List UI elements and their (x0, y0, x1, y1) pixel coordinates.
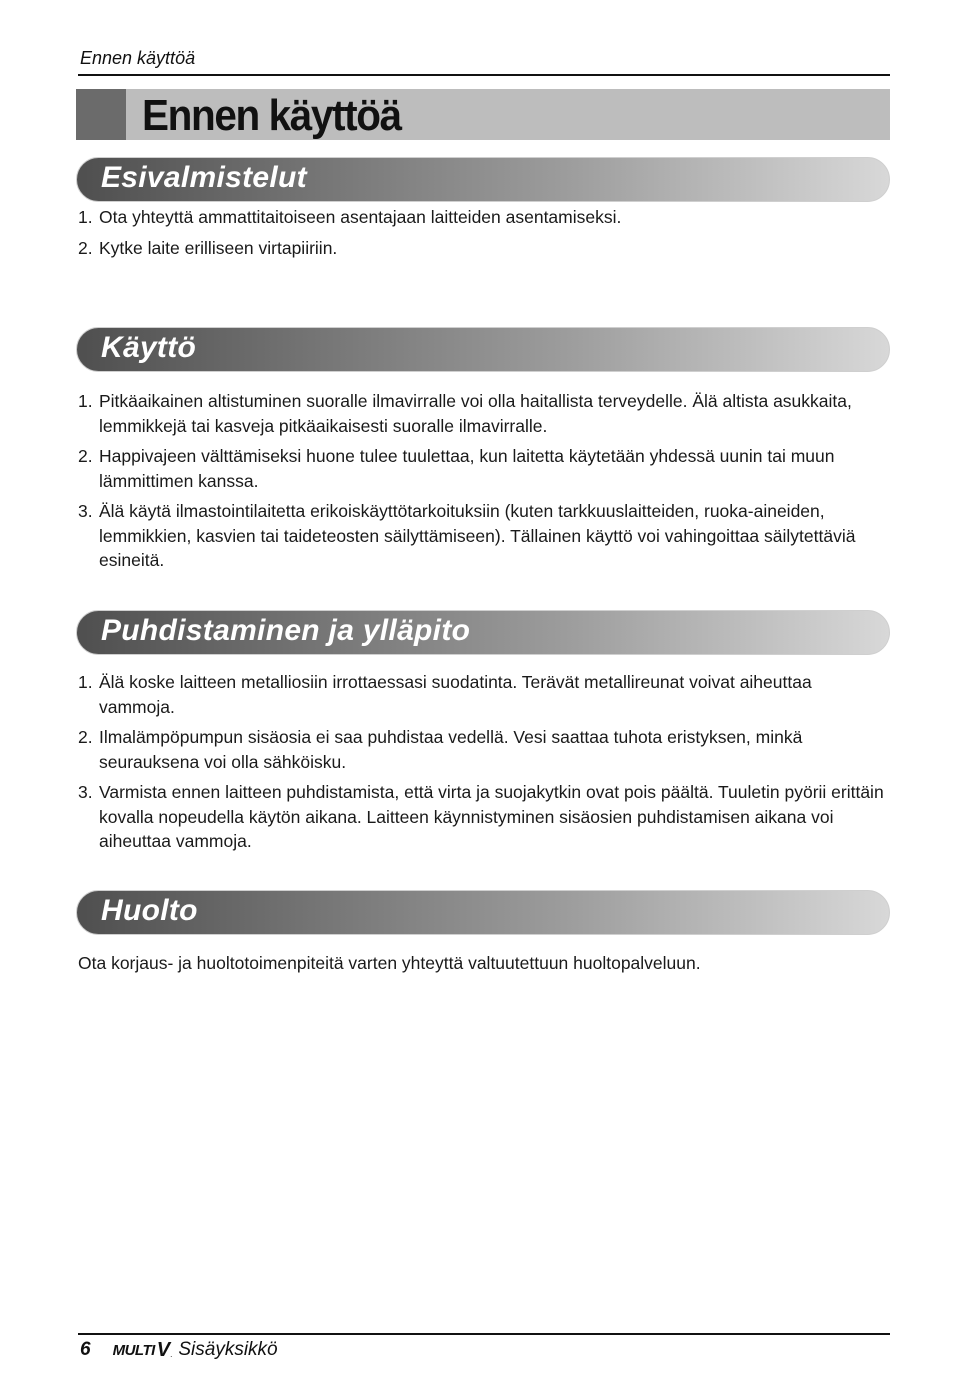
section-list-esivalmistelut (78, 205, 890, 266)
list-item-number: 2. (78, 727, 93, 747)
section-heading-label: Esivalmistelut (101, 161, 307, 194)
page-title-bar (76, 89, 890, 140)
list-item-number: 1. (78, 672, 93, 692)
list-item-number: 1. (78, 391, 93, 411)
section-heading-esivalmistelut (76, 157, 890, 202)
list-item (78, 780, 890, 854)
section-paragraph-huolto: Ota korjaus- ja huoltotoimenpiteitä varten yhteyttä valtuutettuun huoltopalveluun. (78, 953, 701, 973)
brand-logo-v: V (156, 1338, 171, 1361)
list-item-number: 3. (78, 782, 93, 802)
list-item (78, 205, 890, 230)
list-item-text: Varmista ennen laitteen puhdistamista, että virta ja suojakytkin ovat pois päältä. Tuuletin pyörii erittäin kovalla nopeudella käytön aikana. Laitteen käynnistyminen sisäosien puhdistamisen aikana voi aiheuttaa vammoja. (99, 782, 884, 851)
brand-logo: MULTI (112, 1341, 155, 1359)
header-rule (78, 74, 890, 76)
section-heading-label: Puhdistaminen ja ylläpito (101, 614, 471, 647)
section-heading-puhdistaminen (76, 610, 890, 655)
section-heading-label: Huolto (101, 894, 198, 927)
list-item-text: Ota yhteyttä ammattitaitoiseen asentajaan laitteiden asentamiseksi. (99, 207, 622, 227)
list-item-text: Kytke laite erilliseen virtapiiriin. (99, 237, 338, 258)
title-accent-block (76, 89, 126, 140)
section-heading-kaytto (76, 327, 890, 372)
list-item-text: Pitkäaikainen altistuminen suoralle ilmavirralle voi olla haitallista terveydelle. Älä altista asukkaita, lemmikkejä tai kasveja pitkäaikaisesti suoralle ilmavirralle. (99, 391, 852, 436)
page-title: Ennen käyttöä (142, 91, 401, 140)
list-item-text: Älä koske laitteen metalliosiin irrottaessasi suodatinta. Terävät metallireunat voivat aiheuttaa vammoja. (99, 672, 812, 717)
list-item-text: Ilmalämpöpumpun sisäosia ei saa puhdistaa vedellä. Vesi saattaa tuhota eristyksen, minkä seurauksena voi olla sähköisku. (99, 727, 803, 772)
list-item (78, 670, 890, 719)
list-item-number: 2. (78, 446, 93, 466)
list-item-text: Happivajeen välttämiseksi huone tulee tuulettaa, kun laitetta käytetään yhdessä uunin tai muun lämmittimen kanssa. (99, 446, 835, 491)
list-item (78, 499, 890, 573)
footer-rule (78, 1333, 890, 1335)
running-header: Ennen käyttöä (80, 48, 196, 68)
list-item (78, 444, 890, 493)
trademark-mark: . (170, 1350, 173, 1359)
list-item-text: Älä käytä ilmastointilaitetta erikoiskäyttötarkoituksiin (kuten tarkkuuslaitteiden, ruoka-aineiden, lemmikkien, kasvien tai taideteosten säilyttämiseen). Tällainen käyttö voi vahingoittaa säilytettäviä esineitä. (99, 501, 856, 570)
section-heading-huolto (76, 890, 890, 935)
product-name: Sisäyksikkö (178, 1339, 278, 1360)
section-heading-label: Käyttö (101, 331, 197, 364)
list-item (78, 389, 890, 438)
list-item (78, 725, 890, 774)
footer (80, 1338, 278, 1362)
section-list-puhdistaminen (78, 670, 890, 860)
list-item (78, 236, 890, 261)
section-list-kaytto (78, 389, 890, 579)
page-number: 6 (80, 1339, 91, 1360)
list-item-number: 3. (78, 501, 93, 521)
list-item-number: 2. (78, 237, 93, 258)
list-item-number: 1. (78, 207, 93, 227)
